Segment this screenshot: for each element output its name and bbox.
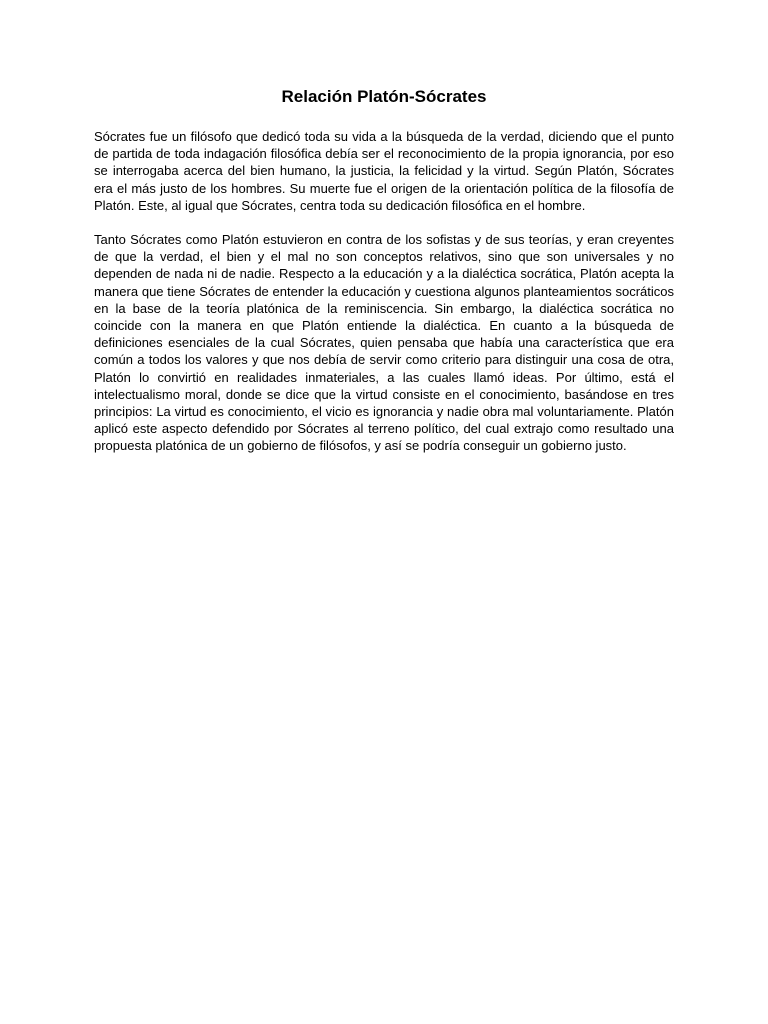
paragraph-1: Sócrates fue un filósofo que dedicó toda su vida a la búsqueda de la verdad, diciendo que el punto de partida de toda indagación filosófica debía ser el reconocimiento de la propia ignorancia, por eso se interrogaba acerca del bien humano, la justicia, la felicidad y la virtud. Según Platón, Sócrates era el más justo de los hombres. Su muerte fue el origen de la orientación política de la filosofía de Platón. Este, al igual que Sócrates, centra toda su dedicación filosófica en el hombre.: [94, 129, 674, 213]
document-body: [94, 128, 674, 455]
paragraph-2: Tanto Sócrates como Platón estuvieron en contra de los sofistas y de sus teorías, y eran creyentes de que la verdad, el bien y el mal no son conceptos relativos, sino que son universales y no dependen de nada ni de nadie. Respecto a la educación y a la dialéctica socrática, Platón acepta la manera que tiene Sócrates de entender la educación y cuestiona algunos planteamientos socráticos en la base de la teoría platónica de la reminiscencia. Sin embargo, la dialéctica socrática no coincide con la manera en que Platón entiende la dialéctica. En cuanto a la búsqueda de definiciones esenciales de la cual Sócrates, quien pensaba que había una característica que era común a todos los valores y que nos debía de servir como criterio para distinguir una cosa de otra, Platón lo convirtió en realidades inmateriales, a las cuales llamó ideas. Por último, está el intelectualismo moral, donde se dice que la virtud consiste en el conocimiento, basándose en tres principios: La virtud es conocimiento, el vicio es ignorancia y nadie obra mal voluntariamente. Platón aplicó este aspecto defendido por Sócrates al terreno político, del cual extrajo como resultado una propuesta platónica de un gobierno de filósofos, y así se podría conseguir un gobierno justo.: [94, 232, 674, 454]
page-title: Relación Platón-Sócrates: [281, 87, 487, 106]
